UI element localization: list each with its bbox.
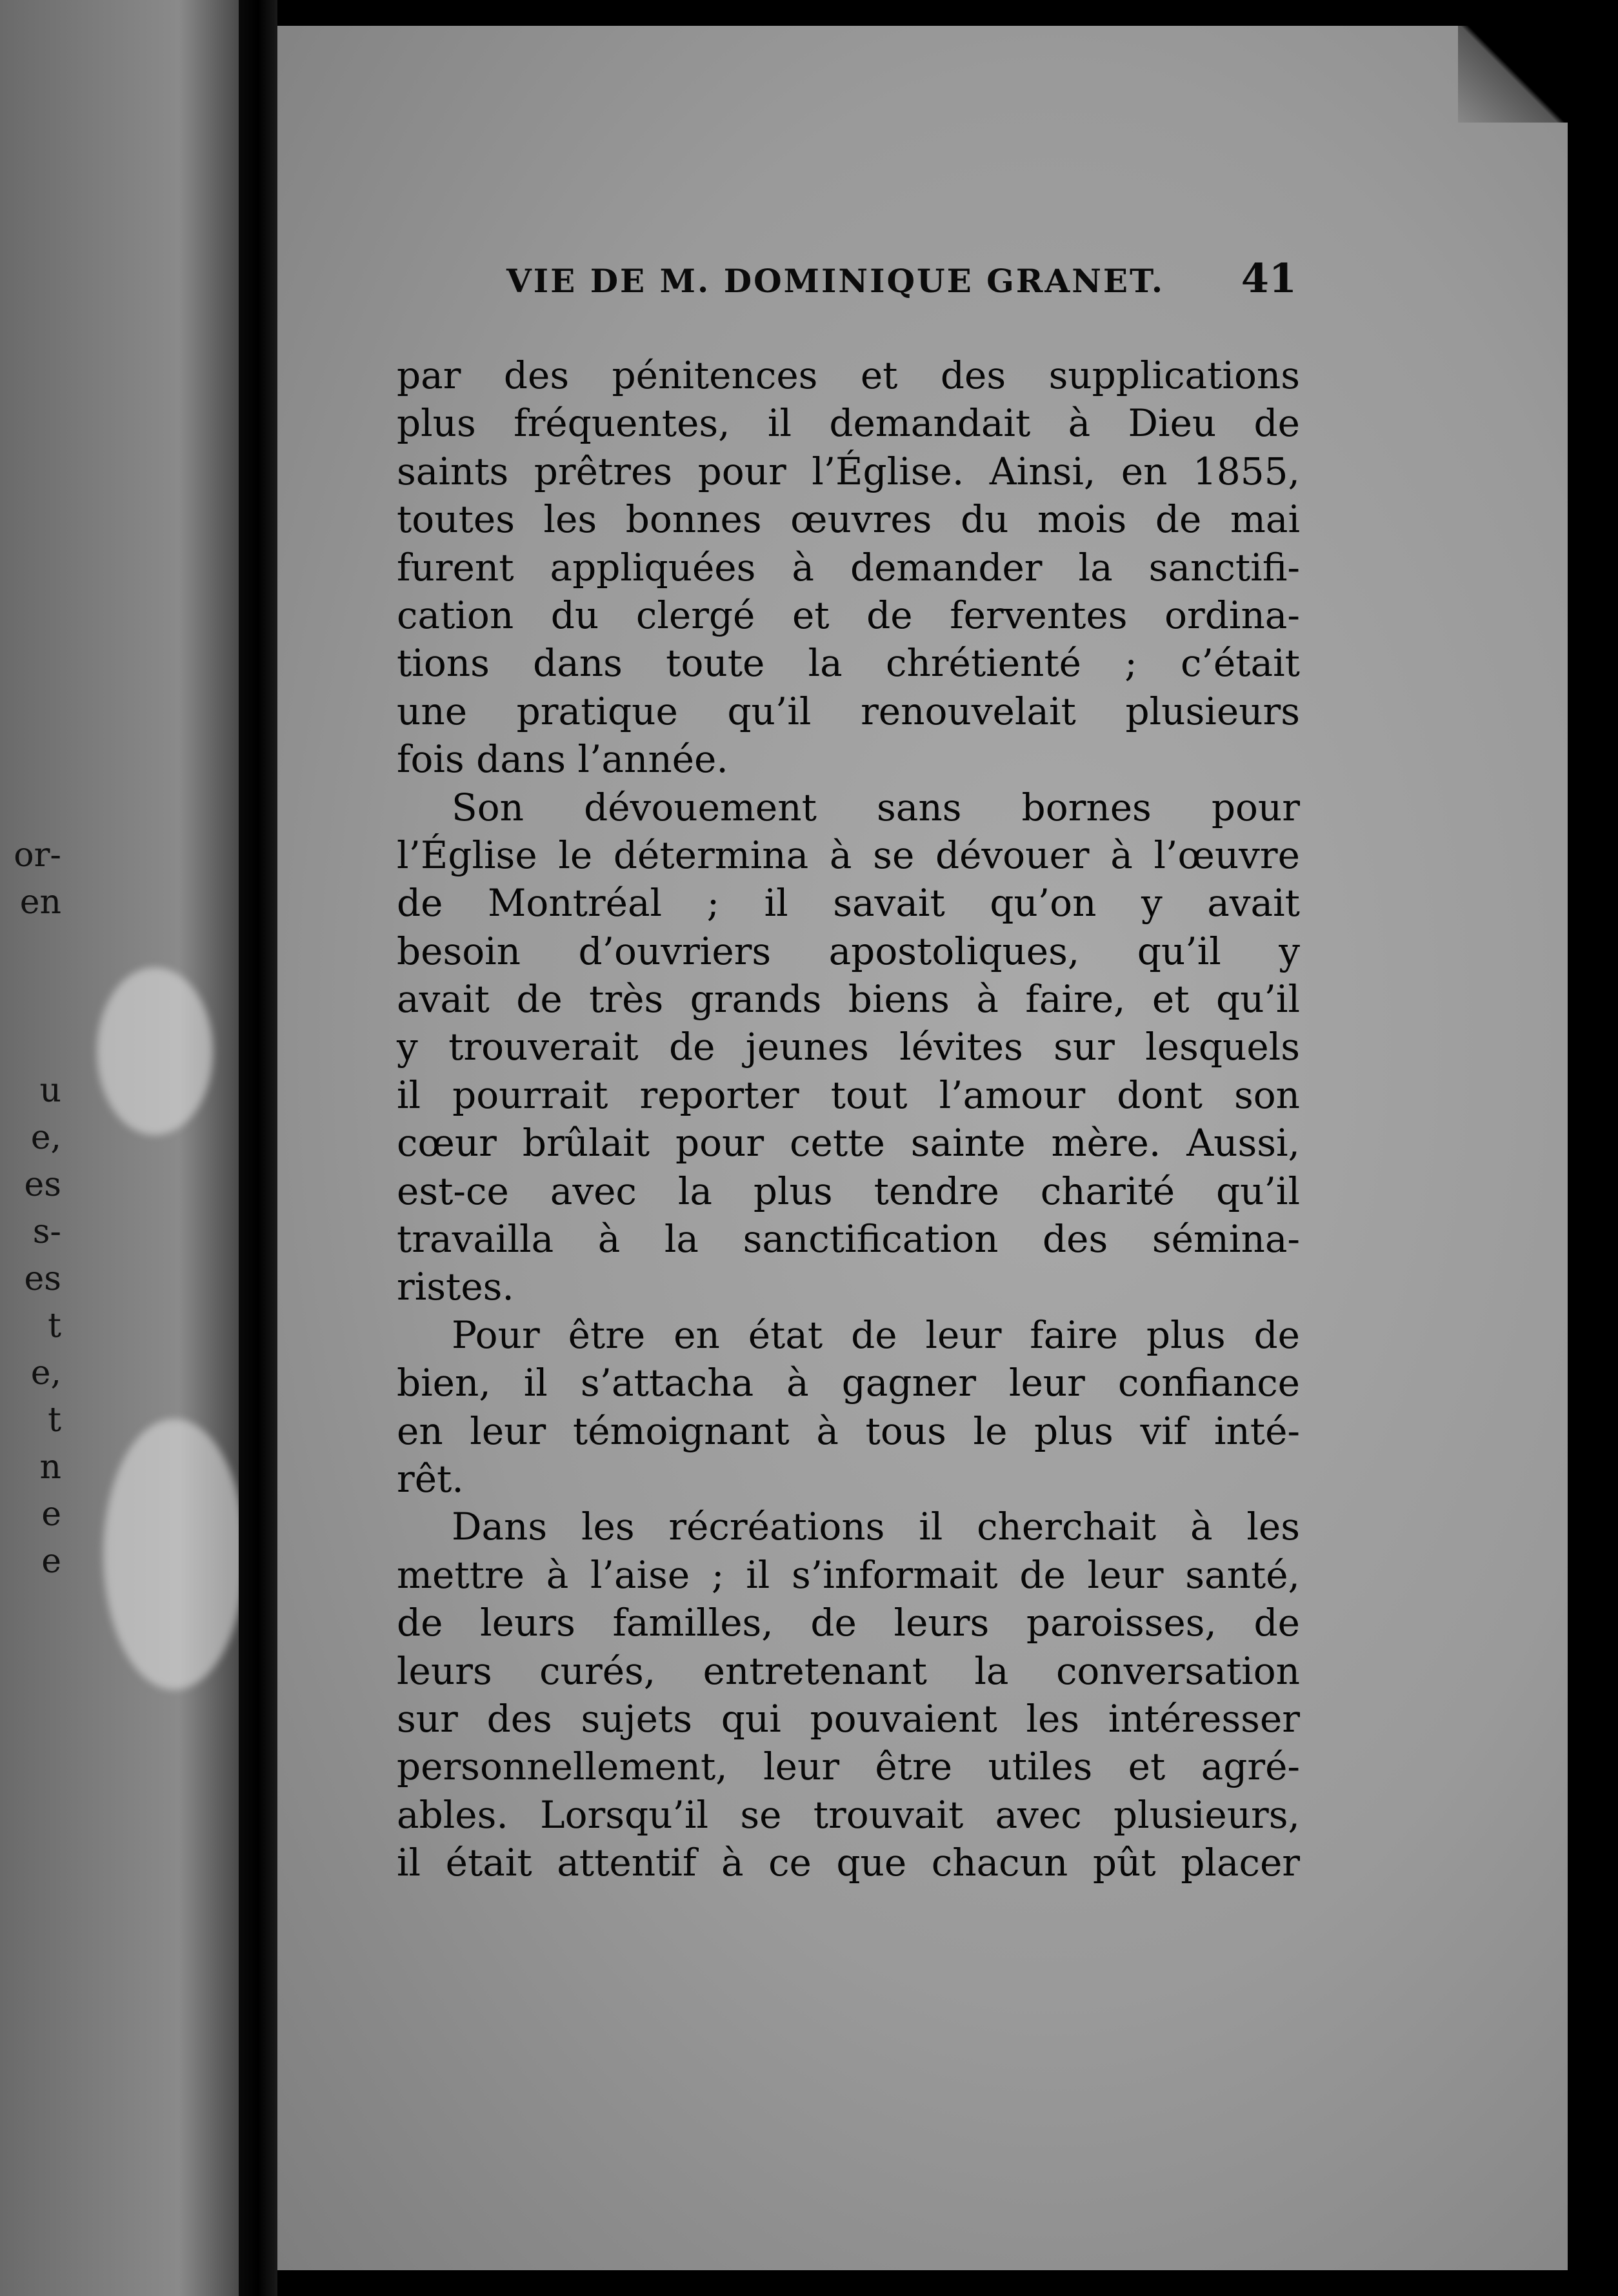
- left-fragment: [0, 973, 61, 1020]
- left-page-text: [0, 832, 61, 1585]
- text-line: est-ce avec la plus tendre charité qu’il: [397, 1169, 1300, 1213]
- left-fragment: e: [41, 1495, 61, 1534]
- text-line: tions dans toute la chrétienté ; c’était: [397, 641, 1300, 686]
- left-fragment: t: [48, 1401, 61, 1440]
- page-number: 41: [1241, 255, 1297, 302]
- running-head: VIE DE M. DOMINIQUE GRANET.: [506, 262, 1165, 300]
- text-line: besoin d’ouvriers apostoliques, qu’il y: [397, 929, 1300, 973]
- text-line: il était attentif à ce que chacun pût placer: [397, 1841, 1300, 1885]
- body-text: [397, 351, 1300, 1887]
- left-fragment: e: [41, 1542, 61, 1581]
- page-header: [506, 255, 1297, 313]
- left-fragment: [0, 926, 61, 973]
- left-page-fragment: [0, 0, 239, 2296]
- text-line: cation du clergé et de ferventes ordina-: [397, 593, 1300, 637]
- text-line: personnellement, leur être utiles et agré-: [397, 1745, 1300, 1789]
- text-line: fois dans l’année.: [397, 737, 728, 782]
- text-line: bien, il s’attacha à gagner leur confiance: [397, 1361, 1300, 1405]
- left-fragment: en: [19, 883, 61, 922]
- left-fragment: n: [39, 1448, 61, 1487]
- text-line: cœur brûlait pour cette sainte mère. Aussi,: [397, 1121, 1300, 1165]
- text-line: leurs curés, entretenant la conversation: [397, 1648, 1300, 1693]
- left-fragment: es: [24, 1260, 61, 1298]
- left-fragment: u: [39, 1071, 61, 1110]
- text-line: plus fréquentes, il demandait à Dieu de: [397, 401, 1300, 446]
- text-line: par des pénitences et des supplications: [397, 353, 1300, 397]
- text-line: Pour être en état de leur faire plus de: [452, 1312, 1300, 1357]
- text-line: toutes les bonnes œuvres du mois de mai: [397, 497, 1300, 542]
- paper-smudge: [103, 1419, 245, 1690]
- text-line: Dans les récréations il cherchait à les: [452, 1505, 1300, 1549]
- text-line: de leurs familles, de leurs paroisses, de: [397, 1601, 1300, 1645]
- text-line: mettre à l’aise ; il s’informait de leur santé,: [397, 1552, 1300, 1597]
- left-fragment: t: [48, 1307, 61, 1345]
- folded-corner: [1458, 26, 1568, 123]
- left-fragment: e,: [30, 1354, 61, 1392]
- text-line: de Montréal ; il savait qu’on y avait: [397, 881, 1300, 925]
- left-fragment: s-: [32, 1212, 61, 1251]
- left-fragment: or-: [14, 836, 61, 875]
- text-line: ables. Lorsqu’il se trouvait avec plusieurs,: [397, 1792, 1300, 1837]
- text-line: Son dévouement sans bornes pour: [452, 785, 1300, 829]
- text-line: rêt.: [397, 1456, 464, 1501]
- text-line: y trouverait de jeunes lévites sur lesquels: [397, 1025, 1300, 1069]
- page-edge: [1568, 0, 1618, 2296]
- text-line: travailla à la sanctification des sémina-: [397, 1217, 1300, 1262]
- book-gutter: [239, 0, 277, 2296]
- text-line: en leur témoignant à tous le plus vif inté-: [397, 1409, 1300, 1453]
- text-line: l’Église le détermina à se dévouer à l’œuvre: [397, 833, 1300, 877]
- text-line: il pourrait reporter tout l’amour dont son: [397, 1073, 1300, 1117]
- left-fragment: es: [24, 1165, 61, 1204]
- text-line: sur des sujets qui pouvaient les intéresser: [397, 1696, 1300, 1741]
- left-fragment: [0, 1020, 61, 1067]
- left-fragment: e,: [30, 1118, 61, 1157]
- text-line: saints prêtres pour l’Église. Ainsi, en 1855,: [397, 449, 1300, 493]
- text-line: avait de très grands biens à faire, et qu’il: [397, 977, 1300, 1022]
- text-line: ristes.: [397, 1265, 514, 1309]
- text-line: une pratique qu’il renouvelait plusieurs: [397, 689, 1300, 733]
- text-line: furent appliquées à demander la sanctifi-: [397, 545, 1300, 589]
- paper-smudge: [97, 967, 213, 1135]
